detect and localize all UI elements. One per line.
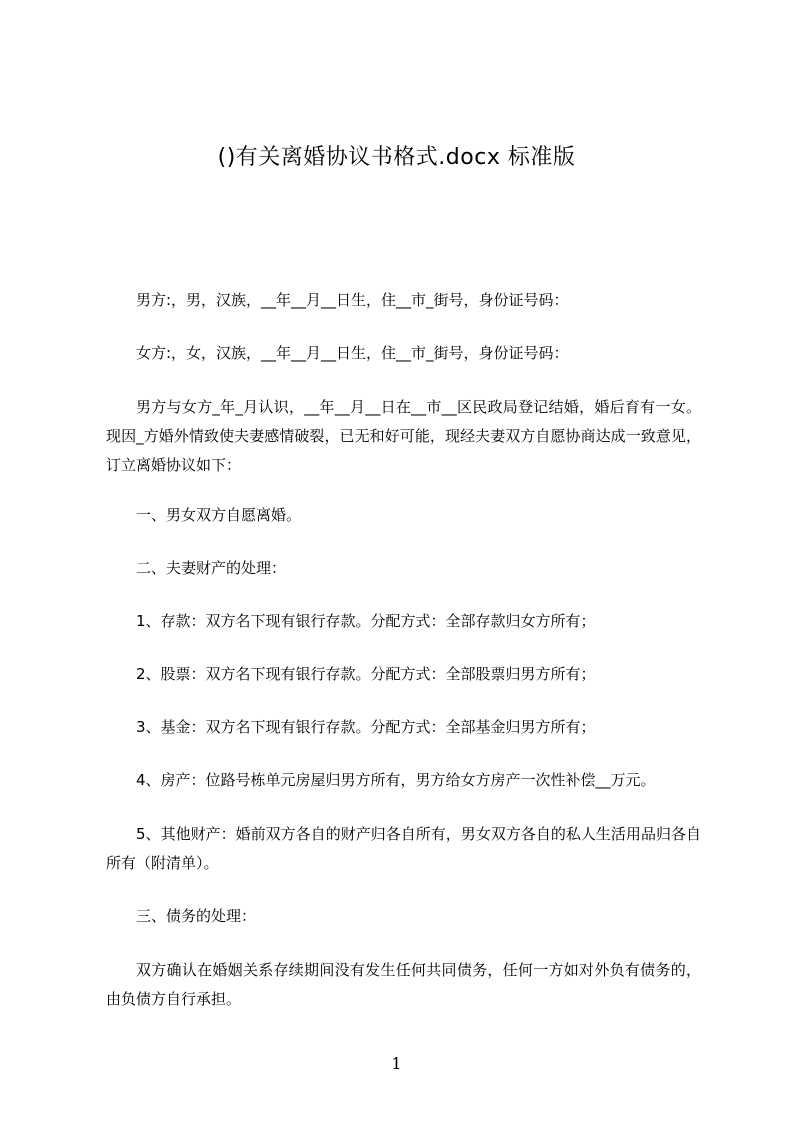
paragraph-clause-1: 一、男女双方自愿离婚。 — [136, 506, 302, 524]
document-title: ()有关离婚协议书格式.docx 标准版 — [217, 145, 576, 170]
paragraph-background: 男方与女方_年_月认识，__年__月__日在__市__区民政局登记结婚，婚后育有一女。现因_方婚外情致使夫妻感情破裂，已无和好可能，现经夫妻双方自愿协商达成一致意见，订立离婚协议如下： — [106, 398, 701, 474]
paragraph-other-property: 5、其他财产：婚前双方各自的财产归各自所有，男女双方各自的私人生活用品归各自所有（附清单）。 — [106, 825, 701, 872]
paragraph-debts: 双方确认在婚姻关系存续期间没有发生任何共同债务，任何一方如对外负有债务的，由负债方自行承担。 — [106, 961, 701, 1008]
paragraph-clause-2: 二、夫妻财产的处理： — [136, 559, 287, 577]
paragraph-real-estate: 4、房产：位路号栋单元房屋归男方所有，男方给女方房产一次性补偿__万元。 — [136, 771, 656, 789]
paragraph-husband-info: 男方:，男，汉族，__年__月__日生，住__市_街号，身份证号码： — [136, 291, 569, 309]
paragraph-stocks: 2、股票：双方名下现有银行存款。分配方式：全部股票归男方所有； — [136, 665, 596, 683]
paragraph-clause-3: 三、债务的处理： — [136, 907, 257, 925]
paragraph-deposits: 1、存款：双方名下现有银行存款。分配方式：全部存款归女方所有； — [136, 612, 596, 630]
page-number: 1 — [391, 1054, 402, 1073]
paragraph-funds: 3、基金：双方名下现有银行存款。分配方式：全部基金归男方所有； — [136, 718, 596, 736]
paragraph-wife-info: 女方:，女，汉族，__年__月__日生，住__市_街号，身份证号码： — [136, 344, 569, 362]
